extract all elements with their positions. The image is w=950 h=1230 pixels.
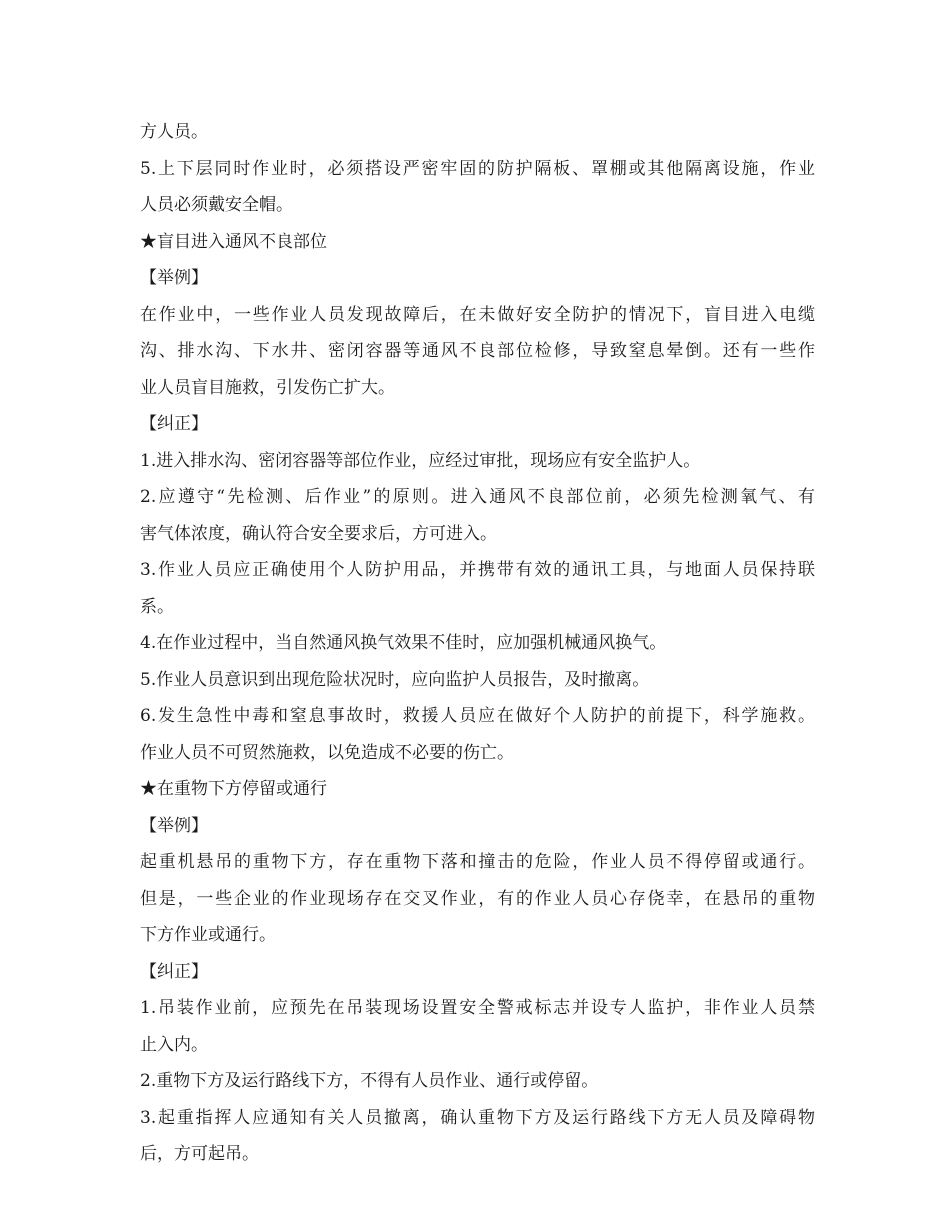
list-item: 1.进入排水沟、密闭容器等部位作业，应经过审批，现场应有安全监护人。 bbox=[140, 450, 701, 471]
text-line: 业人员盲目施救，引发伤亡扩大。 bbox=[140, 377, 395, 398]
text-line: 起重机悬吊的重物下方，存在重物下落和撞击的危险，作业人员不得停留或通行。 bbox=[140, 852, 815, 872]
text-line: 沟、排水沟、下水井、密闭容器等通风不良部位检修，导致窒息晕倒。还有一些作 bbox=[140, 341, 815, 361]
list-item: 5.作业人员意识到出现危险状况时，应向监护人员报告，及时撤离。 bbox=[140, 669, 650, 690]
text-line: 系。 bbox=[140, 596, 174, 617]
list-item: 6.发生急性中毒和窒息事故时，救援人员应在做好个人防护的前提下，科学施救。 bbox=[140, 706, 815, 726]
text-line: 在作业中，一些作业人员发现故障后，在未做好安全防护的情况下，盲目进入电缆 bbox=[140, 304, 815, 325]
text-line: 作业人员不可贸然施救，以免造成不必要的伤亡。 bbox=[140, 742, 514, 763]
text-line: 下方作业或通行。 bbox=[140, 925, 276, 945]
list-item: 3.起重指挥人应通知有关人员撤离，确认重物下方及运行路线下方无人员及障碍物 bbox=[140, 1107, 815, 1128]
text-line: 后，方可起吊。 bbox=[140, 1144, 259, 1164]
list-item: 2.重物下方及运行路线下方，不得有人员作业、通行或停留。 bbox=[140, 1071, 599, 1091]
text-line: 但是，一些企业的作业现场存在交叉作业，有的作业人员心存侥幸，在悬吊的重物 bbox=[140, 888, 815, 909]
text-line: 人员必须戴安全帽。 bbox=[140, 195, 293, 215]
list-item: 3.作业人员应正确使用个人防护用品，并携带有效的通讯工具，与地面人员保持联 bbox=[140, 560, 815, 580]
correction-label: 【纠正】 bbox=[140, 414, 208, 434]
text-line: 方人员。 bbox=[140, 122, 208, 142]
list-item: 1.吊装作业前，应预先在吊装现场设置安全警戒标志并设专人监护，非作业人员禁 bbox=[140, 998, 815, 1018]
example-label: 【举例】 bbox=[140, 815, 208, 836]
document-body bbox=[140, 114, 815, 1173]
correction-label: 【纠正】 bbox=[140, 961, 208, 982]
example-label: 【举例】 bbox=[140, 268, 208, 288]
text-line: 止入内。 bbox=[140, 1034, 208, 1055]
list-item: 4.在作业过程中，当自然通风换气效果不佳时，应加强机械通风换气。 bbox=[140, 633, 667, 653]
text-line: 害气体浓度，确认符合安全要求后，方可进入。 bbox=[140, 523, 497, 544]
list-item: 2.应遵守“先检测、后作业”的原则。进入通风不良部位前，必须先检测氧气、有 bbox=[140, 487, 815, 507]
text-line: 5.上下层同时作业时，必须搭设严密牢固的防护隔板、罩棚或其他隔离设施，作业 bbox=[140, 158, 815, 179]
section-heading: ★在重物下方停留或通行 bbox=[140, 779, 327, 799]
section-heading: ★盲目进入通风不良部位 bbox=[140, 231, 327, 252]
